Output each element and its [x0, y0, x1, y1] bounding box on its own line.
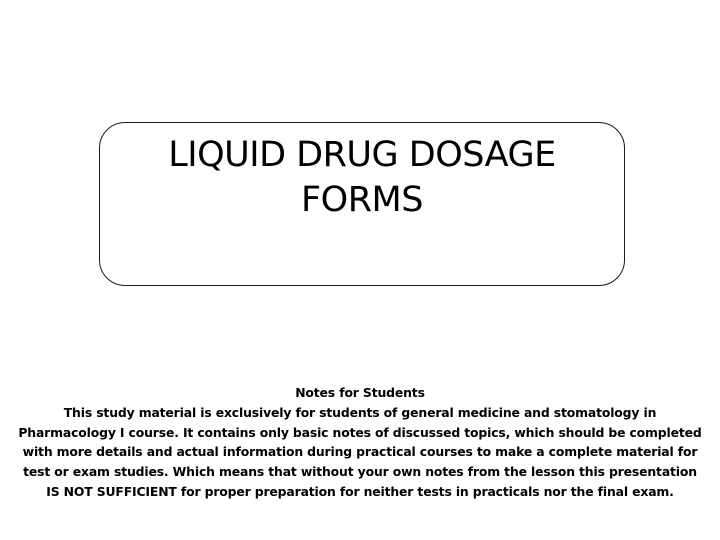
notes-heading: Notes for Students	[295, 385, 425, 400]
slide-title-line-1: LIQUID DRUG DOSAGE	[168, 135, 556, 175]
notes-line-2: Pharmacology I course. It contains only basic notes of discussed topics, which should be completed	[18, 424, 702, 440]
slide-title-line-2: FORMS	[301, 180, 423, 220]
notes-for-students	[8, 383, 712, 502]
slide-title	[100, 133, 624, 223]
notes-line-1: This study material is exclusively for students of general medicine and stomatology in	[63, 404, 657, 420]
notes-line-4: test or exam studies. Which means that without your own notes from the lesson this presentation	[23, 464, 697, 480]
notes-line-5: IS NOT SUFFICIENT for proper preparation for neither tests in practicals nor the final exam.	[46, 483, 674, 499]
title-box	[99, 122, 625, 286]
notes-line-3: with more details and actual information during practical courses to make a complete material for	[22, 444, 698, 460]
